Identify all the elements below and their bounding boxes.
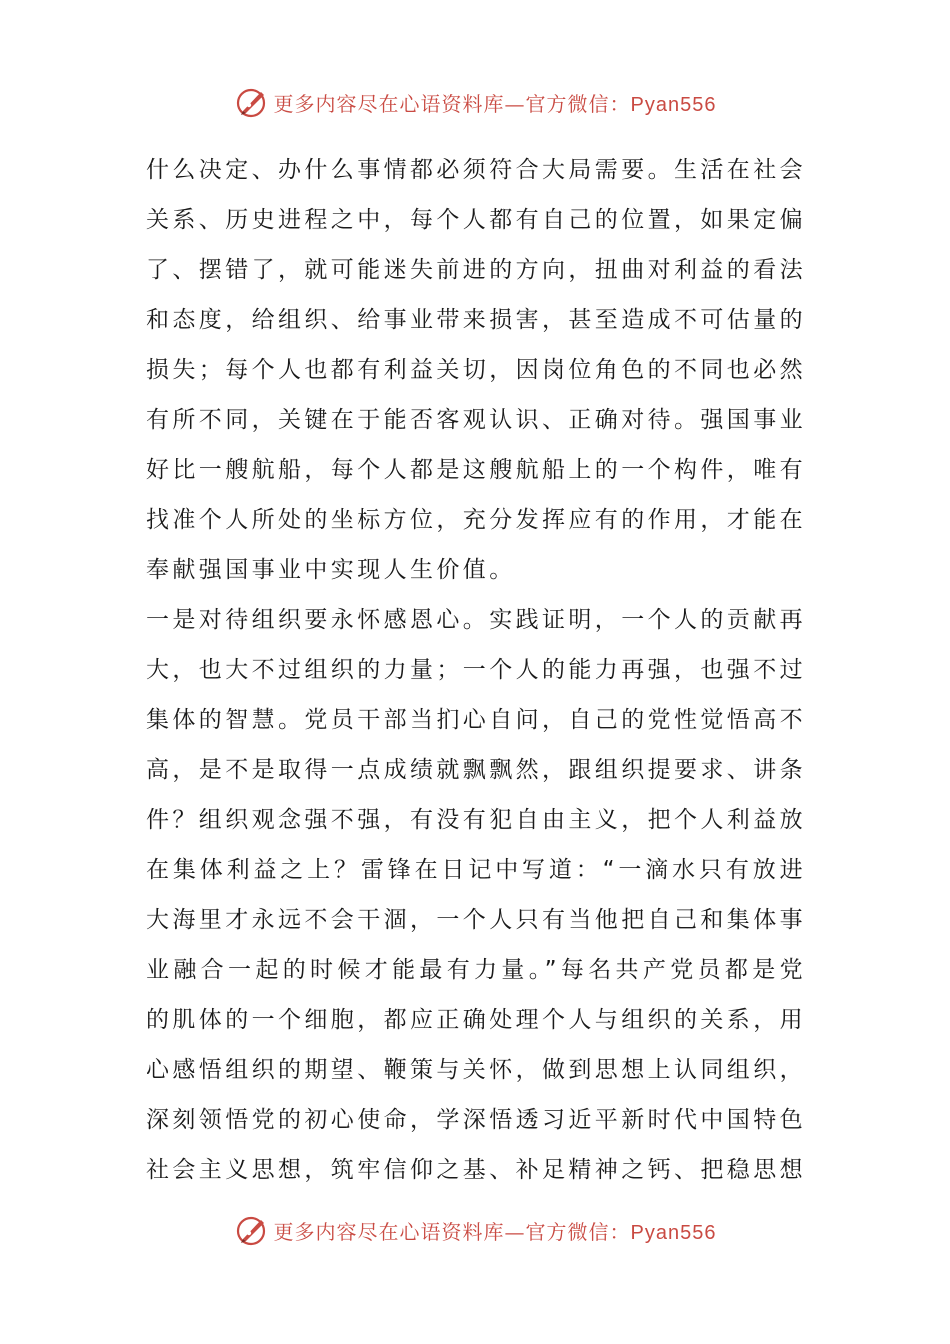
document-body — [146, 145, 806, 1195]
wechat-id: Pyan556 — [630, 1221, 717, 1244]
header-banner-text: 更多内容尽在心语资料库—官方微信：Pyan556 — [273, 91, 717, 116]
pen-circle-logo-icon — [234, 1212, 270, 1248]
paragraph: 什么决定、办什么事情都必须符合大局需要。生活在社会关系、历史进程之中，每个人都有自己的位置，如果定偏了、摆错了，就可能迷失前进的方向，扭曲对利益的看法和态度，给组织、给事业带来损害，甚至造成不可估量的损失；每个人也都有利益关切，因岗位角色的不同也必然有所不同，关键在于能否客观认识、正确对待。强国事业好比一艘航船，每个人都是这艘航船上的一个构件，唯有找准个人所处的坐标方位，充分发挥应有的作用，才能在奉献强国事业中实现人生价值。 — [146, 157, 806, 583]
wechat-id: Pyan556 — [630, 93, 717, 116]
paragraph: 一是对待组织要永怀感恩心。实践证明，一个人的贡献再大，也大不过组织的力量；一个人的能力再强，也强不过集体的智慧。党员干部当扪心自问，自己的党性觉悟高不高，是不是取得一点成绩就飘飘然，跟组织提要求、讲条件？组织观念强不强，有没有犯自由主义，把个人利益放在集体利益之上？雷锋在日记中写道：“一滴水只有放进大海里才永远不会干涸，一个人只有当他把自己和集体事业融合一起的时候才能最有力量。”每名共产党员都是党的肌体的一个细胞，都应正确处理个人与组织的关系，用心感悟组织的期望、鞭策与关怀，做到思想上认同组织，深刻领悟党的初心使命，学深悟透习近平新时代中国特色社会主义思想，筑牢信仰之基、补足精神之钙、把稳思想 — [146, 607, 806, 1183]
header-banner — [0, 82, 950, 122]
pen-circle-logo-icon — [234, 84, 270, 120]
footer-banner-text: 更多内容尽在心语资料库—官方微信：Pyan556 — [273, 1219, 717, 1244]
footer-banner — [0, 1210, 950, 1250]
